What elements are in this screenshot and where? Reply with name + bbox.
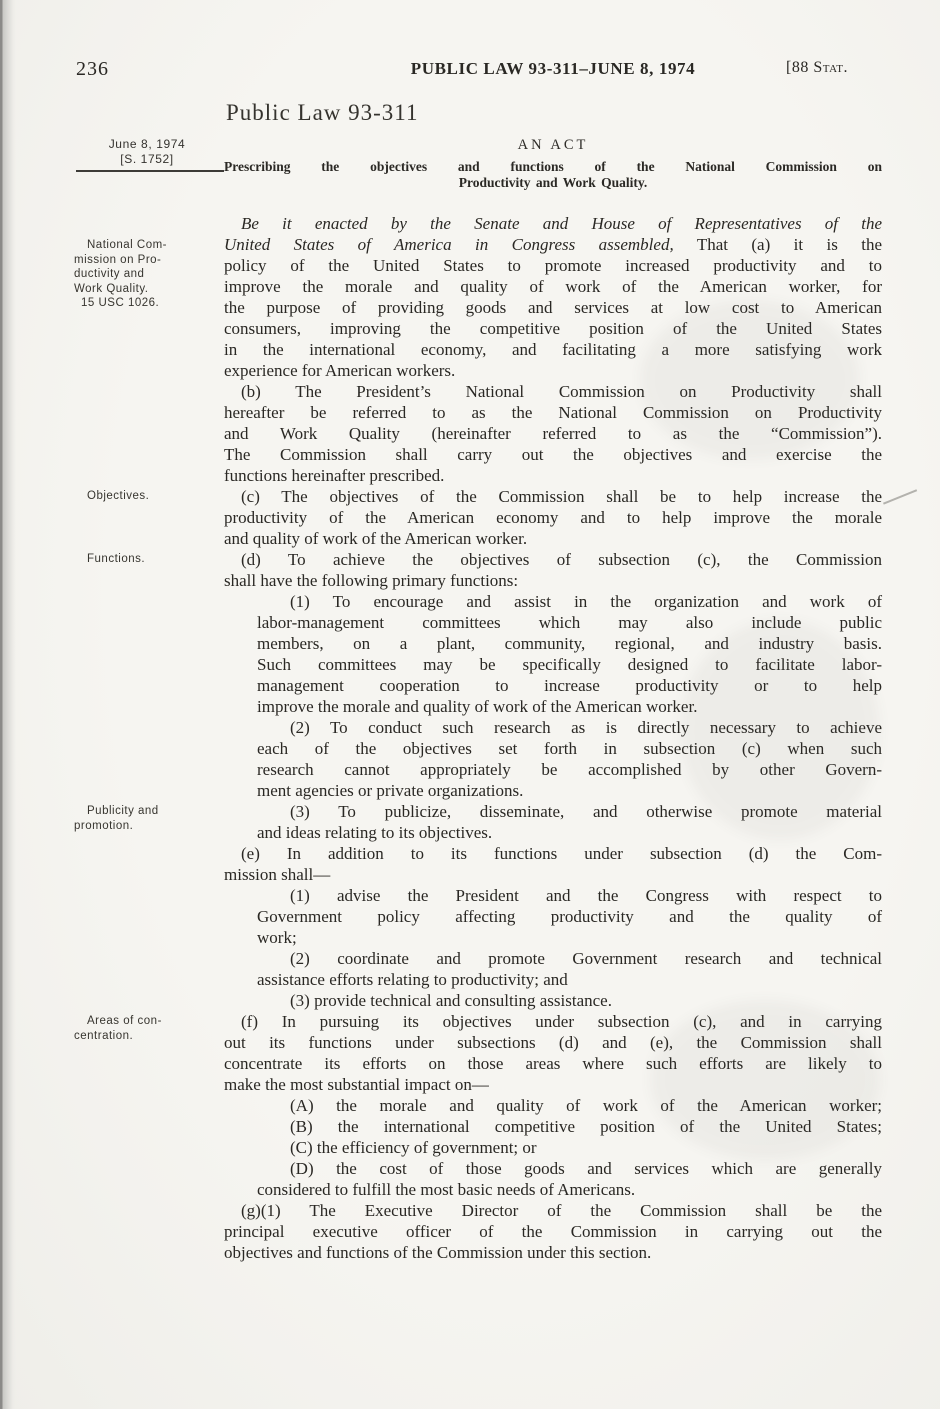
scan-binding-edge	[0, 0, 16, 1409]
scan-smudge	[640, 300, 860, 460]
statute-line: mission shall—	[224, 865, 331, 884]
act-heading: AN ACT	[517, 137, 589, 153]
statute-line: (3) To publicize, disseminate, and otherwise promote material	[290, 802, 882, 821]
statute-line: in the international economy, and facilitating a more satisfying work	[224, 340, 882, 359]
statute-line: improve the morale and quality of work of the American worker, for	[224, 277, 882, 296]
statute-line: (1) advise the President and the Congress with respect to	[290, 886, 882, 905]
statute-line: Government policy affecting productivity and the quality of	[257, 907, 882, 926]
statute-line: and quality of work of the American worker.	[224, 529, 528, 548]
statute-line: considered to fulfill the most basic needs of Americans.	[257, 1180, 636, 1199]
statute-line: (A) the morale and quality of work of the American worker;	[290, 1096, 882, 1115]
bill-number: [S. 1752]	[120, 152, 174, 166]
statute-line: principal executive officer of the Commission in carrying out the	[224, 1222, 882, 1241]
statute-line: research cannot appropriately be accomplished by other Govern-	[257, 760, 882, 779]
statute-line: and ideas relating to its objectives.	[257, 823, 493, 842]
statute-line: consumers, improving the competitive position of the United States	[224, 319, 882, 338]
statute-line: ment agencies or private organizations.	[257, 781, 524, 800]
statute-line: the purpose of providing goods and services at low cost to American	[224, 298, 882, 317]
act-headnote	[224, 159, 882, 190]
paragraph-c	[224, 486, 882, 549]
statute-line: (c) The objectives of the Commission shall be to help increase the	[241, 487, 882, 506]
statute-line: improve the morale and quality of work of the American worker.	[257, 697, 698, 716]
paragraph-g	[224, 1200, 882, 1263]
statute-line: concentrate its efforts on those areas where such efforts are likely to	[224, 1054, 882, 1073]
paragraph-e	[224, 843, 882, 885]
statute-line: functions hereinafter prescribed.	[224, 466, 445, 485]
enacting-clause: Be it enacted by the Senate and House of Representatives of the	[241, 214, 882, 233]
page-number: 236	[76, 58, 109, 80]
item-e1	[257, 885, 882, 948]
scan-scratch-artifact	[883, 489, 917, 504]
statute-line: The Commission shall carry out the objectives and exercise the	[224, 445, 882, 464]
statute-line: management cooperation to increase productivity or to help	[257, 676, 882, 695]
statute-line: (2) coordinate and promote Government research and technical	[290, 949, 882, 968]
enactment-date: June 8, 1974	[108, 137, 186, 151]
statute-line: experience for American workers.	[224, 361, 456, 380]
act-headnote-line1: Prescribing the objectives and functions of the National Commission on	[224, 159, 882, 174]
statute-line: (g)(1) The Executive Director of the Commission shall be the	[241, 1201, 882, 1220]
statute-line: members, on a plant, community, regional, and industry basis.	[257, 634, 882, 653]
statute-line: out its functions under subsections (d) and (e), the Commission shall	[224, 1033, 882, 1052]
statute-line: hereafter be referred to as the National Commission on Productivity	[224, 403, 882, 422]
scan-smudge	[680, 620, 880, 840]
statute-line: objectives and functions of the Commission under this section.	[224, 1243, 652, 1262]
running-head-title: PUBLIC LAW 93-311–JUNE 8, 1974	[410, 59, 696, 78]
statute-line: productivity of the American economy and to help improve the morale	[224, 508, 882, 527]
margin-note-commission: National Com- mission on Pro- ductivity and Work Quality. 15 USC 1026.	[74, 238, 220, 311]
statute-line: shall have the following primary functions:	[224, 571, 519, 590]
margin-note-areas: Areas of con- centration.	[74, 1015, 162, 1042]
statute-line: (3) provide technical and consulting assistance.	[290, 991, 612, 1010]
stat-volume-label: [88 Stat.	[786, 59, 849, 76]
paragraph-a: Be it enacted by the Senate and House of Representatives of the United States of America in Congress assembled, That (a) it is the policy of the United States to promote increased productivity and to improve the morale and quality of work of the American worker, for the purpose of providing goods and services at low cost to American consumers, improving the competitive position of the United States in the international economy, and facilitating a more satisfying work experience for American workers.	[224, 214, 883, 380]
statute-line: (B) the international competitive position of the United States;	[290, 1117, 882, 1136]
statute-line: (f) In pursuing its objectives under subsection (c), and in carrying	[241, 1012, 882, 1031]
date-margin-note	[76, 137, 218, 167]
statute-line: make the most substantial impact on—	[224, 1075, 489, 1094]
act-headnote-line2: Productivity and Work Quality.	[458, 174, 648, 190]
statute-line: work;	[257, 928, 297, 947]
law-title: Public Law 93-311	[226, 100, 419, 125]
statute-line: policy of the United States to promote increased productivity and to	[224, 256, 882, 275]
margin-note-functions: Functions.	[87, 553, 146, 565]
margin-note-objectives: Objectives.	[87, 490, 150, 502]
paragraph-d	[224, 549, 882, 591]
statute-line: (d) To achieve the objectives of subsection (c), the Commission	[241, 550, 882, 569]
usc-citation: 15 USC 1026.	[81, 297, 160, 309]
statute-line: (1) To encourage and assist in the organization and work of	[290, 592, 882, 611]
item-f-D	[257, 1158, 882, 1200]
statute-line: Such committees may be specifically designed to facilitate labor-	[257, 655, 882, 674]
margin-rule	[76, 170, 224, 172]
running-head	[0, 58, 940, 82]
statute-line: (2) To conduct such research as is directly necessary to achieve	[290, 718, 882, 737]
statute-line: each of the objectives set forth in subsection (c) when such	[257, 739, 882, 758]
item-e2	[257, 948, 882, 990]
statute-line: (b) The President’s National Commission on Productivity shall	[241, 382, 882, 401]
statute-line: and Work Quality (hereinafter referred to as the “Commission”).	[224, 424, 882, 443]
statute-line: (C) the efficiency of government; or	[290, 1138, 537, 1157]
margin-note-publicity: Publicity and promotion.	[74, 805, 159, 832]
statute-line: (D) the cost of those goods and services which are generally	[290, 1159, 882, 1178]
statute-line: (e) In addition to its functions under subsection (d) the Com-	[241, 844, 882, 863]
scan-smudge	[650, 1000, 880, 1160]
statute-line: labor-management committees which may also include public	[257, 613, 882, 632]
statute-line: assistance efforts relating to productivity; and	[257, 970, 568, 989]
